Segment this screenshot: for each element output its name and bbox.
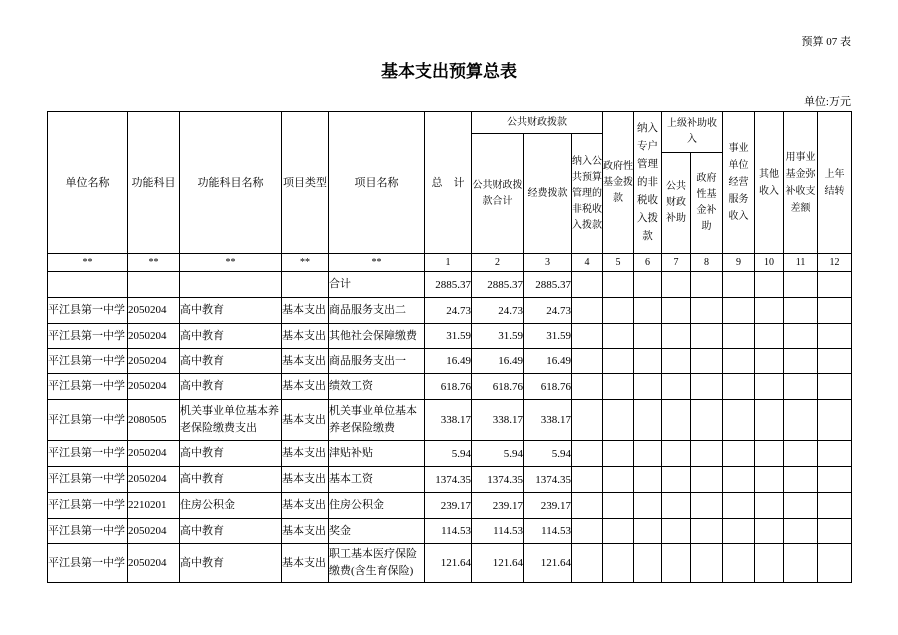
cell-empty xyxy=(603,544,634,583)
cell-function-code: 2050204 xyxy=(128,324,180,349)
cell-empty xyxy=(723,519,755,544)
header-gov-fund xyxy=(603,112,634,254)
cell-total: 114.53 xyxy=(425,519,472,544)
cell-empty xyxy=(128,272,180,298)
cell-empty xyxy=(603,400,634,441)
cell-empty xyxy=(662,441,691,467)
column-number: 7 xyxy=(662,254,691,272)
cell-item-type: 基本支出 xyxy=(282,349,329,374)
cell-unit-name: 平江县第一中学 xyxy=(48,544,128,583)
page-title: 基本支出预算总表 xyxy=(381,62,517,81)
cell-item-name: 奖金 xyxy=(329,519,425,544)
cell-item-name: 机关事业单位基本养老保险缴费 xyxy=(329,400,425,441)
header-fund-deficit-label: 用事业基金弥补收支差额 xyxy=(785,151,816,214)
column-number: 5 xyxy=(603,254,634,272)
cell-public-finance-total: 121.64 xyxy=(472,544,524,583)
cell-item-type: 基本支出 xyxy=(282,519,329,544)
cell-funding: 2885.37 xyxy=(524,272,572,298)
cell-empty xyxy=(818,324,852,349)
cell-function-name: 高中教育 xyxy=(180,298,282,324)
cell-funding: 618.76 xyxy=(524,374,572,400)
cell-empty xyxy=(572,519,603,544)
cell-unit-name: 平江县第一中学 xyxy=(48,441,128,467)
cell-empty xyxy=(691,493,723,519)
form-code: 预算 07 表 xyxy=(801,36,851,48)
cell-empty xyxy=(603,272,634,298)
cell-empty xyxy=(784,298,818,324)
header-superior-subsidy-label: 上级补助收入 xyxy=(667,118,718,145)
cell-item-name: 职工基本医疗保险缴费(含生育保险) xyxy=(329,544,425,583)
cell-empty xyxy=(723,493,755,519)
cell-empty xyxy=(818,298,852,324)
cell-empty xyxy=(691,519,723,544)
unit-label: 单位:万元 xyxy=(803,96,851,108)
cell-empty xyxy=(180,272,282,298)
cell-empty xyxy=(662,298,691,324)
cell-empty xyxy=(603,519,634,544)
cell-total: 24.73 xyxy=(425,298,472,324)
cell-empty xyxy=(634,349,662,374)
header-item-name: 项目名称 xyxy=(329,112,425,254)
cell-unit-name: 平江县第一中学 xyxy=(48,519,128,544)
cell-empty xyxy=(572,324,603,349)
cell-empty xyxy=(784,519,818,544)
cell-item-type: 基本支出 xyxy=(282,441,329,467)
cell-empty xyxy=(572,467,603,493)
cell-item-type: 基本支出 xyxy=(282,400,329,441)
cell-empty xyxy=(48,272,128,298)
cell-empty xyxy=(282,272,329,298)
cell-empty xyxy=(818,349,852,374)
header-total: 总 计 xyxy=(425,112,472,254)
header-item-type: 项目类型 xyxy=(282,112,329,254)
cell-empty xyxy=(572,374,603,400)
cell-empty xyxy=(572,272,603,298)
cell-empty xyxy=(723,298,755,324)
cell-function-code: 2050204 xyxy=(128,441,180,467)
cell-unit-name: 平江县第一中学 xyxy=(48,374,128,400)
cell-empty xyxy=(691,374,723,400)
cell-empty xyxy=(634,519,662,544)
header-business-income xyxy=(723,112,755,254)
cell-total: 338.17 xyxy=(425,400,472,441)
cell-public-finance-total: 239.17 xyxy=(472,493,524,519)
cell-empty xyxy=(755,349,784,374)
column-number: ** xyxy=(128,254,180,272)
cell-funding: 114.53 xyxy=(524,519,572,544)
cell-item-name: 津贴补贴 xyxy=(329,441,425,467)
cell-empty xyxy=(818,519,852,544)
cell-empty xyxy=(723,324,755,349)
table-row xyxy=(48,374,852,400)
cell-empty xyxy=(784,349,818,374)
cell-empty xyxy=(723,544,755,583)
cell-empty xyxy=(634,324,662,349)
cell-empty xyxy=(723,374,755,400)
cell-funding: 1374.35 xyxy=(524,467,572,493)
cell-public-finance-total: 618.76 xyxy=(472,374,524,400)
cell-function-code: 2210201 xyxy=(128,493,180,519)
cell-empty xyxy=(755,374,784,400)
table-row xyxy=(48,544,852,583)
column-number: ** xyxy=(282,254,329,272)
table-row xyxy=(48,441,852,467)
column-number: 4 xyxy=(572,254,603,272)
table-row xyxy=(48,298,852,324)
header-gov-fund-subsidy xyxy=(691,153,723,254)
cell-empty xyxy=(662,349,691,374)
cell-total: 16.49 xyxy=(425,349,472,374)
header-row xyxy=(48,112,852,134)
column-number: 10 xyxy=(755,254,784,272)
cell-unit-name: 平江县第一中学 xyxy=(48,400,128,441)
cell-funding: 16.49 xyxy=(524,349,572,374)
cell-item-name: 商品服务支出二 xyxy=(329,298,425,324)
cell-empty xyxy=(723,467,755,493)
table-row xyxy=(48,400,852,441)
cell-empty xyxy=(784,272,818,298)
column-number: 12 xyxy=(818,254,852,272)
header-unit-name: 单位名称 xyxy=(48,112,128,254)
column-number: ** xyxy=(48,254,128,272)
cell-empty xyxy=(818,544,852,583)
cell-empty xyxy=(662,519,691,544)
cell-item-type: 基本支出 xyxy=(282,493,329,519)
header-public-budget-nontax-label: 纳入公共预算管理的非税收入拨款 xyxy=(572,155,602,231)
cell-total: 1374.35 xyxy=(425,467,472,493)
cell-empty xyxy=(755,400,784,441)
cell-empty xyxy=(755,298,784,324)
cell-function-name: 高中教育 xyxy=(180,324,282,349)
cell-item-name: 商品服务支出一 xyxy=(329,349,425,374)
table-row xyxy=(48,349,852,374)
header-superior-subsidy xyxy=(662,112,723,153)
cell-empty xyxy=(662,544,691,583)
cell-empty xyxy=(691,324,723,349)
cell-empty xyxy=(603,298,634,324)
cell-function-name: 高中教育 xyxy=(180,519,282,544)
cell-empty xyxy=(818,374,852,400)
cell-empty xyxy=(603,493,634,519)
cell-unit-name: 平江县第一中学 xyxy=(48,349,128,374)
cell-item-name: 绩效工资 xyxy=(329,374,425,400)
cell-empty xyxy=(572,349,603,374)
cell-empty xyxy=(691,400,723,441)
cell-item-name: 其他社会保障缴费 xyxy=(329,324,425,349)
cell-unit-name: 平江县第一中学 xyxy=(48,298,128,324)
cell-empty xyxy=(691,298,723,324)
cell-function-name: 高中教育 xyxy=(180,374,282,400)
cell-item-name: 住房公积金 xyxy=(329,493,425,519)
cell-function-code: 2050204 xyxy=(128,467,180,493)
header-public-budget-nontax xyxy=(572,134,603,254)
cell-total: 2885.37 xyxy=(425,272,472,298)
cell-empty xyxy=(818,467,852,493)
cell-function-name: 高中教育 xyxy=(180,349,282,374)
cell-unit-name: 平江县第一中学 xyxy=(48,493,128,519)
cell-item-type: 基本支出 xyxy=(282,324,329,349)
header-public-finance-total xyxy=(472,134,524,254)
cell-empty xyxy=(818,272,852,298)
cell-item-type: 基本支出 xyxy=(282,544,329,583)
cell-empty xyxy=(691,441,723,467)
cell-empty xyxy=(755,441,784,467)
cell-empty xyxy=(603,324,634,349)
header-function-name: 功能科目名称 xyxy=(180,112,282,254)
table-row xyxy=(48,467,852,493)
cell-funding: 31.59 xyxy=(524,324,572,349)
cell-empty xyxy=(662,272,691,298)
cell-empty xyxy=(755,519,784,544)
cell-empty xyxy=(755,544,784,583)
cell-public-finance-total: 5.94 xyxy=(472,441,524,467)
cell-empty xyxy=(634,272,662,298)
cell-total: 31.59 xyxy=(425,324,472,349)
cell-empty xyxy=(662,324,691,349)
cell-empty xyxy=(691,544,723,583)
header-other-income-label: 其他收入 xyxy=(759,168,780,197)
cell-empty xyxy=(755,493,784,519)
header-funding: 经费拨款 xyxy=(524,134,572,254)
cell-function-code: 2050204 xyxy=(128,349,180,374)
cell-empty xyxy=(691,467,723,493)
cell-public-finance-total: 24.73 xyxy=(472,298,524,324)
cell-function-code: 2050204 xyxy=(128,298,180,324)
cell-function-name: 高中教育 xyxy=(180,467,282,493)
cell-funding: 5.94 xyxy=(524,441,572,467)
cell-empty xyxy=(572,400,603,441)
cell-empty xyxy=(662,467,691,493)
header-gov-fund-label: 政府性基金拨款 xyxy=(603,160,634,204)
cell-empty xyxy=(603,441,634,467)
cell-function-code: 2050204 xyxy=(128,519,180,544)
cell-empty xyxy=(755,467,784,493)
cell-empty xyxy=(818,400,852,441)
header-special-account-nontax xyxy=(634,112,662,254)
cell-empty xyxy=(755,272,784,298)
header-function-code: 功能科目 xyxy=(128,112,180,254)
header-other-income xyxy=(755,112,784,254)
cell-empty xyxy=(662,493,691,519)
cell-function-code: 2080505 xyxy=(128,400,180,441)
cell-total: 239.17 xyxy=(425,493,472,519)
cell-unit-name: 平江县第一中学 xyxy=(48,324,128,349)
cell-item-type: 基本支出 xyxy=(282,467,329,493)
cell-function-name: 机关事业单位基本养老保险缴费支出 xyxy=(180,400,282,441)
table-row xyxy=(48,519,852,544)
cell-total: 5.94 xyxy=(425,441,472,467)
cell-public-finance-total: 2885.37 xyxy=(472,272,524,298)
cell-empty xyxy=(634,467,662,493)
column-number: ** xyxy=(329,254,425,272)
total-label: 合计 xyxy=(329,272,425,298)
table-row xyxy=(48,324,852,349)
cell-function-code: 2050204 xyxy=(128,544,180,583)
column-number: ** xyxy=(180,254,282,272)
column-number: 11 xyxy=(784,254,818,272)
column-number: 8 xyxy=(691,254,723,272)
column-number-row xyxy=(48,254,852,272)
cell-empty xyxy=(784,324,818,349)
cell-total: 618.76 xyxy=(425,374,472,400)
header-public-finance-total-label: 公共财政拨款合计 xyxy=(472,179,523,207)
header-fund-deficit xyxy=(784,112,818,254)
cell-empty xyxy=(723,349,755,374)
cell-empty xyxy=(784,374,818,400)
header-public-finance: 公共财政拨款 xyxy=(472,112,603,134)
table-row xyxy=(48,493,852,519)
cell-public-finance-total: 338.17 xyxy=(472,400,524,441)
cell-empty xyxy=(572,441,603,467)
total-row xyxy=(48,272,852,298)
cell-empty xyxy=(634,400,662,441)
cell-empty xyxy=(818,493,852,519)
cell-item-name: 基本工资 xyxy=(329,467,425,493)
header-business-income-label: 事业单位经营服务收入 xyxy=(728,143,749,222)
column-number: 9 xyxy=(723,254,755,272)
column-number: 6 xyxy=(634,254,662,272)
cell-empty xyxy=(691,272,723,298)
cell-empty xyxy=(603,467,634,493)
cell-empty xyxy=(572,298,603,324)
cell-empty xyxy=(634,374,662,400)
cell-empty xyxy=(662,374,691,400)
header-public-finance-subsidy xyxy=(662,153,691,254)
cell-item-type: 基本支出 xyxy=(282,298,329,324)
cell-empty xyxy=(784,467,818,493)
cell-total: 121.64 xyxy=(425,544,472,583)
cell-function-name: 住房公积金 xyxy=(180,493,282,519)
cell-funding: 239.17 xyxy=(524,493,572,519)
cell-funding: 24.73 xyxy=(524,298,572,324)
cell-empty xyxy=(662,400,691,441)
cell-public-finance-total: 1374.35 xyxy=(472,467,524,493)
cell-empty xyxy=(634,493,662,519)
cell-function-name: 高中教育 xyxy=(180,441,282,467)
budget-table xyxy=(47,111,852,583)
cell-funding: 121.64 xyxy=(524,544,572,583)
cell-empty xyxy=(603,349,634,374)
cell-empty xyxy=(572,544,603,583)
cell-empty xyxy=(755,324,784,349)
column-number: 1 xyxy=(425,254,472,272)
cell-unit-name: 平江县第一中学 xyxy=(48,467,128,493)
column-number: 3 xyxy=(524,254,572,272)
cell-public-finance-total: 16.49 xyxy=(472,349,524,374)
cell-empty xyxy=(723,441,755,467)
cell-function-code: 2050204 xyxy=(128,374,180,400)
column-number: 2 xyxy=(472,254,524,272)
cell-empty xyxy=(723,272,755,298)
cell-public-finance-total: 31.59 xyxy=(472,324,524,349)
cell-empty xyxy=(572,493,603,519)
cell-function-name: 高中教育 xyxy=(180,544,282,583)
cell-empty xyxy=(784,544,818,583)
cell-empty xyxy=(634,544,662,583)
cell-empty xyxy=(784,400,818,441)
header-carryover-label: 上年结转 xyxy=(824,168,845,197)
cell-empty xyxy=(723,400,755,441)
cell-empty xyxy=(784,493,818,519)
cell-funding: 338.17 xyxy=(524,400,572,441)
header-carryover xyxy=(818,112,852,254)
cell-empty xyxy=(634,298,662,324)
cell-item-type: 基本支出 xyxy=(282,374,329,400)
cell-empty xyxy=(784,441,818,467)
cell-empty xyxy=(634,441,662,467)
cell-public-finance-total: 114.53 xyxy=(472,519,524,544)
header-gov-fund-subsidy-label: 政府性基金补助 xyxy=(696,173,717,232)
cell-empty xyxy=(691,349,723,374)
cell-empty xyxy=(818,441,852,467)
cell-empty xyxy=(603,374,634,400)
header-special-account-nontax-label: 纳入专户管理的非税收入拨款 xyxy=(637,122,659,242)
header-public-finance-subsidy-label: 公共财政补助 xyxy=(666,181,687,224)
